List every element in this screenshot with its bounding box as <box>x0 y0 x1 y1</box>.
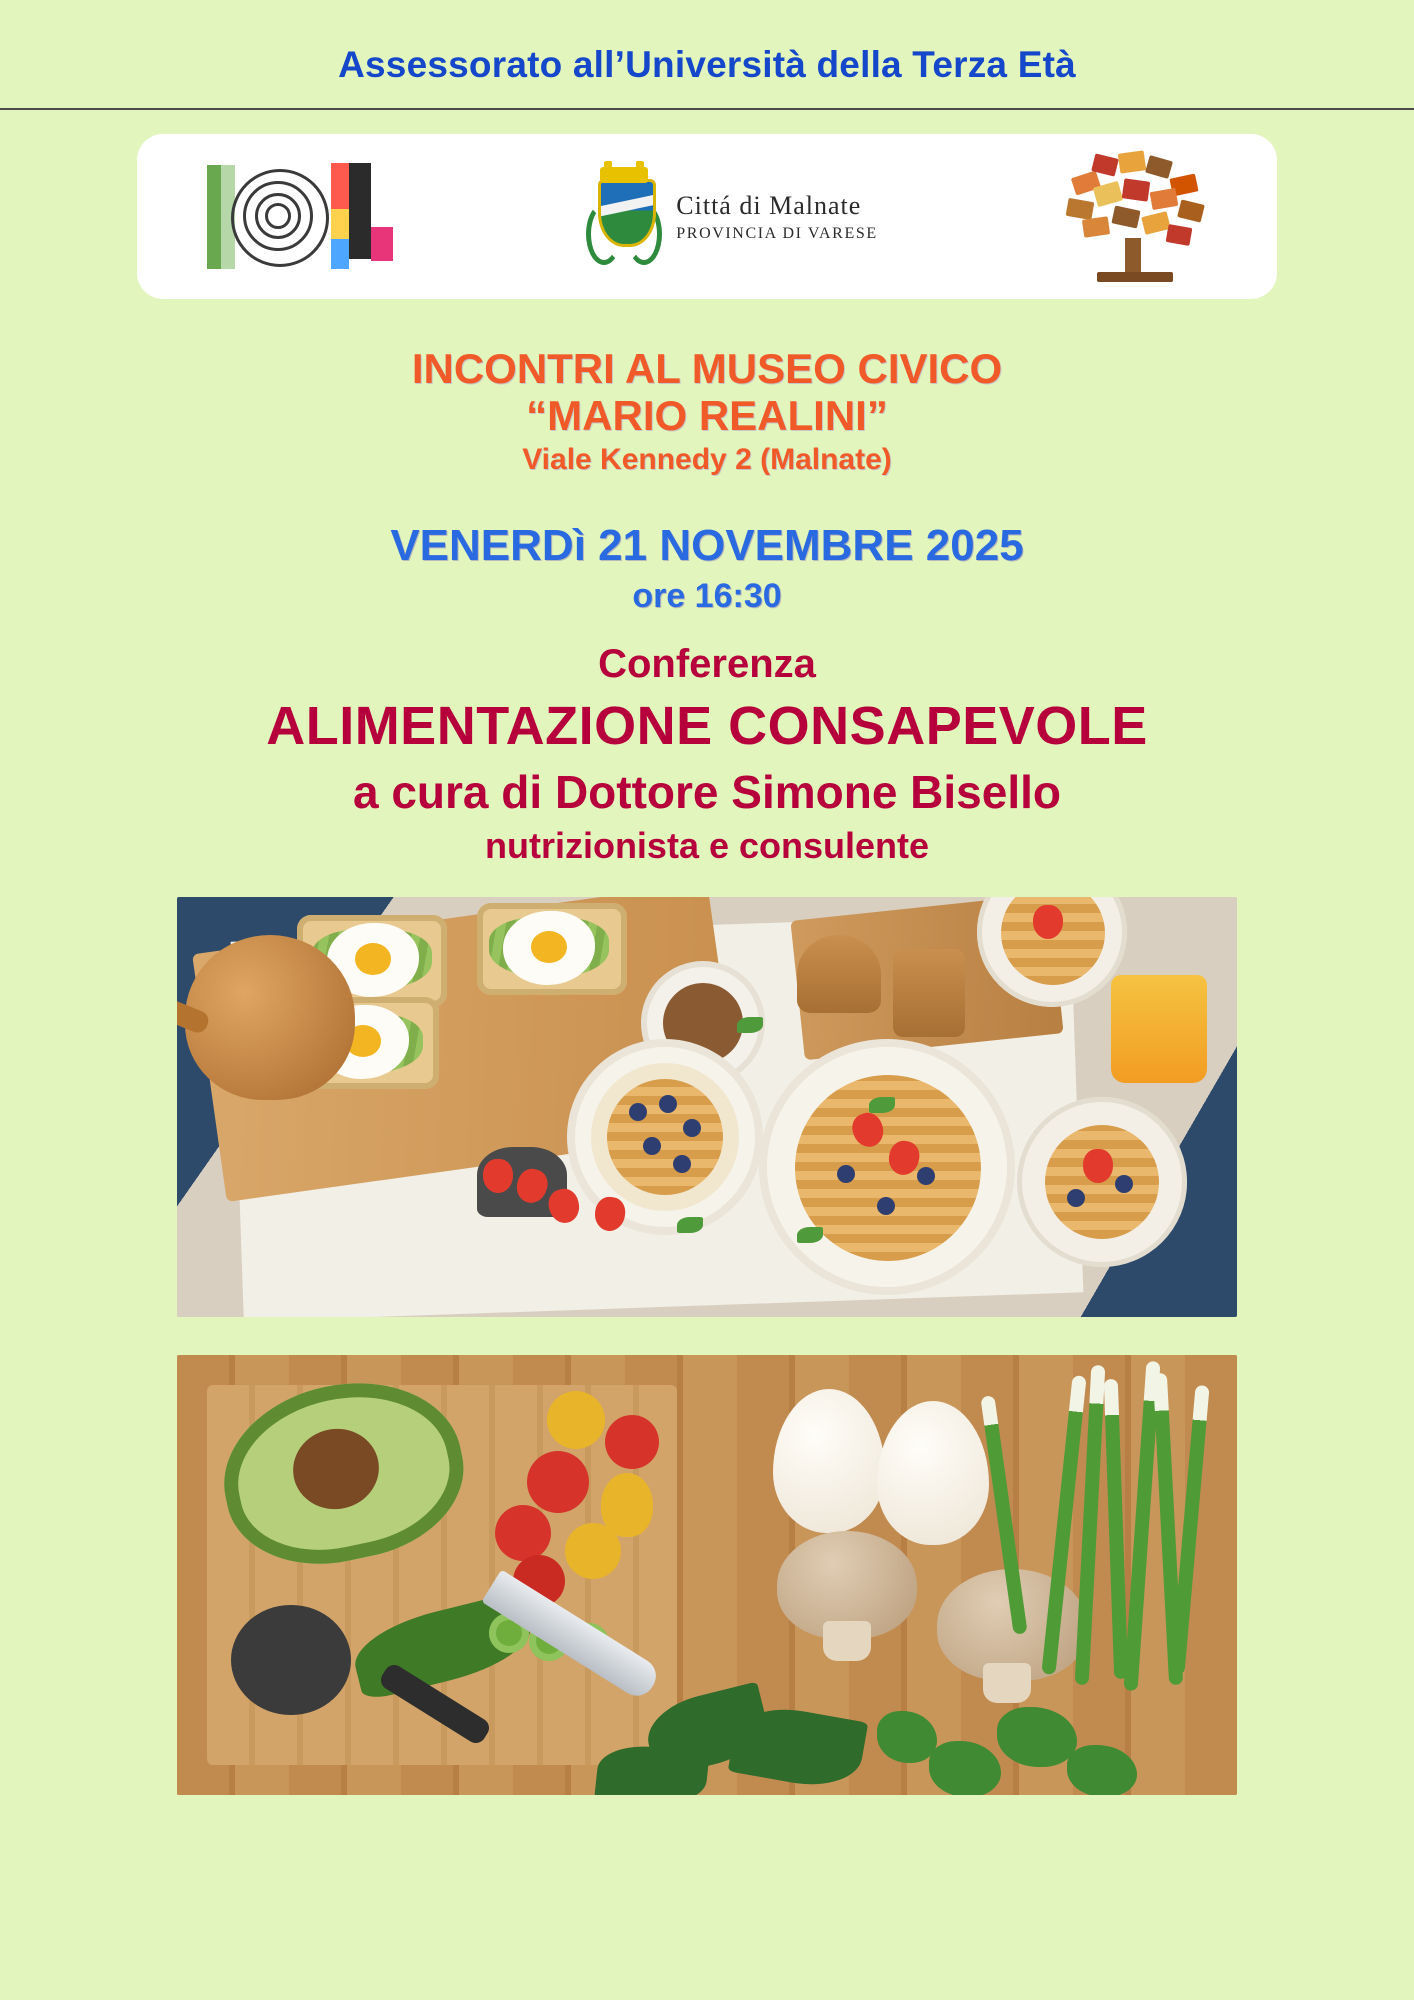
event-date: VENERDì 21 NOVEMBRE 2025 <box>390 520 1024 570</box>
book-tree-icon <box>1067 152 1207 282</box>
comune-crest-logo <box>586 165 877 269</box>
page-title: Assessorato all’Università della Terza Età <box>338 44 1076 85</box>
book-tree-logo <box>1067 152 1207 282</box>
event-author-role: nutrizionista e consulente <box>484 824 930 866</box>
event-time: ore 16:30 <box>632 576 782 615</box>
event-title: ALIMENTAZIONE CONSAPEVOLE <box>266 695 1148 756</box>
crest-title: Cittá di Malnate <box>676 190 862 220</box>
university-third-age-logo <box>207 157 397 277</box>
header-divider <box>0 108 1414 110</box>
venue-line-1: INCONTRI AL MUSEO CIVICO <box>411 345 1003 392</box>
event-author: a cura di Dottore Simone Bisello <box>352 765 1062 818</box>
logo-bar <box>137 134 1277 299</box>
vegetables-photo <box>177 1355 1237 1795</box>
crest-shield-icon <box>586 165 662 269</box>
breakfast-photo <box>177 897 1237 1317</box>
event-kind: Conferenza <box>598 641 816 686</box>
venue-address: Viale Kennedy 2 (Malnate) <box>522 443 892 477</box>
crest-subtitle: PROVINCIA DI VARESE <box>676 224 878 242</box>
venue-block <box>0 345 1414 477</box>
venue-line-2: “MARIO REALINI” <box>526 392 888 440</box>
